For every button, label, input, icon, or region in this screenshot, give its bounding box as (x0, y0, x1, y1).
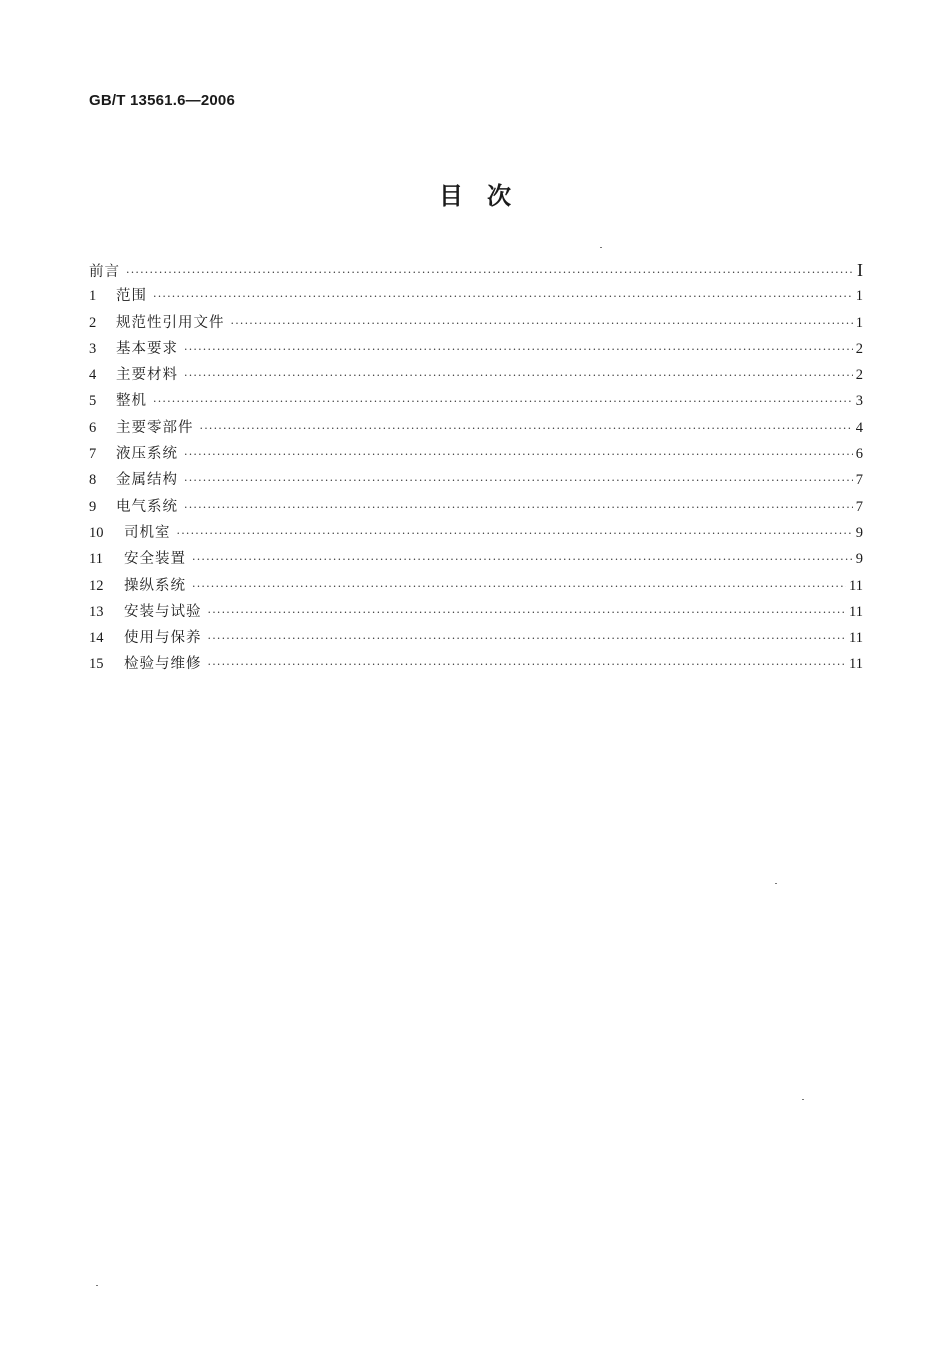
toc-leader-dots (231, 311, 853, 337)
toc-entry-foreword[interactable] (89, 257, 863, 283)
toc-entry-number: 3 (89, 340, 97, 357)
toc-entry-label: 司机室 (124, 524, 171, 541)
toc-entry-number: 14 (89, 630, 104, 647)
toc-entry-page: 11 (849, 577, 863, 594)
toc-entry-label: 前言 (89, 264, 120, 280)
toc-entry-label: 电气系统 (116, 498, 178, 515)
toc-entry-page: 11 (849, 656, 863, 673)
toc-entry-number: 12 (89, 577, 104, 594)
toc-entry[interactable] (89, 441, 863, 467)
toc-leader-dots (208, 626, 847, 652)
page-title: 目 次 (439, 182, 511, 210)
toc-entry[interactable] (89, 625, 863, 651)
toc-entry-label: 金属结构 (116, 472, 178, 489)
toc-entry-label: 安装与试验 (124, 603, 202, 620)
toc-entry-page: 9 (855, 524, 863, 541)
toc-entry-label: 主要材料 (116, 367, 178, 384)
toc-entry-page: 7 (855, 472, 863, 489)
toc-entry[interactable] (89, 283, 863, 309)
toc-leader-dots (208, 600, 847, 626)
toc-entry[interactable] (89, 651, 863, 677)
toc-entry[interactable] (89, 599, 863, 625)
toc-entry-label: 使用与保养 (124, 630, 202, 647)
toc-entry-number: 4 (89, 367, 97, 384)
toc-entry-page: 7 (855, 498, 863, 515)
toc-entry[interactable] (89, 467, 863, 493)
toc-entry-label: 整机 (116, 393, 147, 410)
toc-leader-dots (126, 260, 854, 286)
toc-entry-number: 11 (89, 551, 103, 568)
toc-entry-page: 3 (855, 393, 863, 410)
toc-entry-number: 5 (89, 393, 97, 410)
toc-entry-number: 8 (89, 472, 97, 489)
toc-entry[interactable] (89, 310, 863, 336)
toc-leader-dots (184, 468, 853, 494)
toc-leader-dots (184, 363, 853, 389)
toc-entry-label: 范围 (116, 288, 147, 305)
toc-entry-label: 规范性引用文件 (116, 314, 225, 331)
toc-entry-number: 1 (89, 288, 97, 305)
toc-leader-dots (153, 389, 853, 415)
toc-leader-dots (192, 547, 853, 573)
toc-entry-page: 11 (849, 630, 863, 647)
toc-leader-dots (177, 521, 853, 547)
toc-entry-number: 9 (89, 498, 97, 515)
toc-entry-label: 液压系统 (116, 446, 178, 463)
toc-entry[interactable] (89, 415, 863, 441)
toc-entry-page: 9 (855, 551, 863, 568)
toc-entry-label: 检验与维修 (124, 656, 202, 673)
scan-speck (802, 1099, 804, 1100)
toc-entry-number: 15 (89, 656, 104, 673)
toc-entry[interactable] (89, 362, 863, 388)
toc-entry-page: 1 (855, 288, 863, 305)
scan-speck (600, 247, 602, 248)
toc-entry-label: 安全装置 (124, 551, 186, 568)
toc-leader-dots (153, 284, 853, 310)
toc-entry-number: 10 (89, 524, 104, 541)
toc-entry-page: I (857, 260, 863, 280)
toc-leader-dots (184, 337, 853, 363)
toc-entry-number: 2 (89, 314, 97, 331)
toc-entry-page: 2 (855, 340, 863, 357)
standard-number: GB/T 13561.6—2006 (89, 92, 235, 109)
toc-entry-page: 4 (855, 419, 863, 436)
toc-entry[interactable] (89, 520, 863, 546)
toc-entry[interactable] (89, 546, 863, 572)
toc-entry-page: 6 (855, 446, 863, 463)
toc-leader-dots (192, 574, 846, 600)
toc-entry[interactable] (89, 573, 863, 599)
toc-entry-label: 操纵系统 (124, 577, 186, 594)
toc-entry-page: 11 (849, 603, 863, 620)
toc-leader-dots (200, 416, 853, 442)
toc-entry-label: 主要零部件 (116, 419, 194, 436)
toc-entry[interactable] (89, 388, 863, 414)
toc-leader-dots (184, 495, 853, 521)
table-of-contents (89, 257, 863, 678)
toc-leader-dots (208, 652, 847, 678)
toc-entry-number: 13 (89, 603, 104, 620)
toc-entry-page: 2 (855, 367, 863, 384)
toc-leader-dots (184, 442, 853, 468)
scan-speck (96, 1285, 98, 1286)
toc-entry-label: 基本要求 (116, 340, 178, 357)
toc-entry[interactable] (89, 494, 863, 520)
toc-entry-page: 1 (855, 314, 863, 331)
toc-entry-number: 6 (89, 419, 97, 436)
scan-speck (775, 883, 777, 884)
toc-entry-number: 7 (89, 446, 97, 463)
toc-entry[interactable] (89, 336, 863, 362)
